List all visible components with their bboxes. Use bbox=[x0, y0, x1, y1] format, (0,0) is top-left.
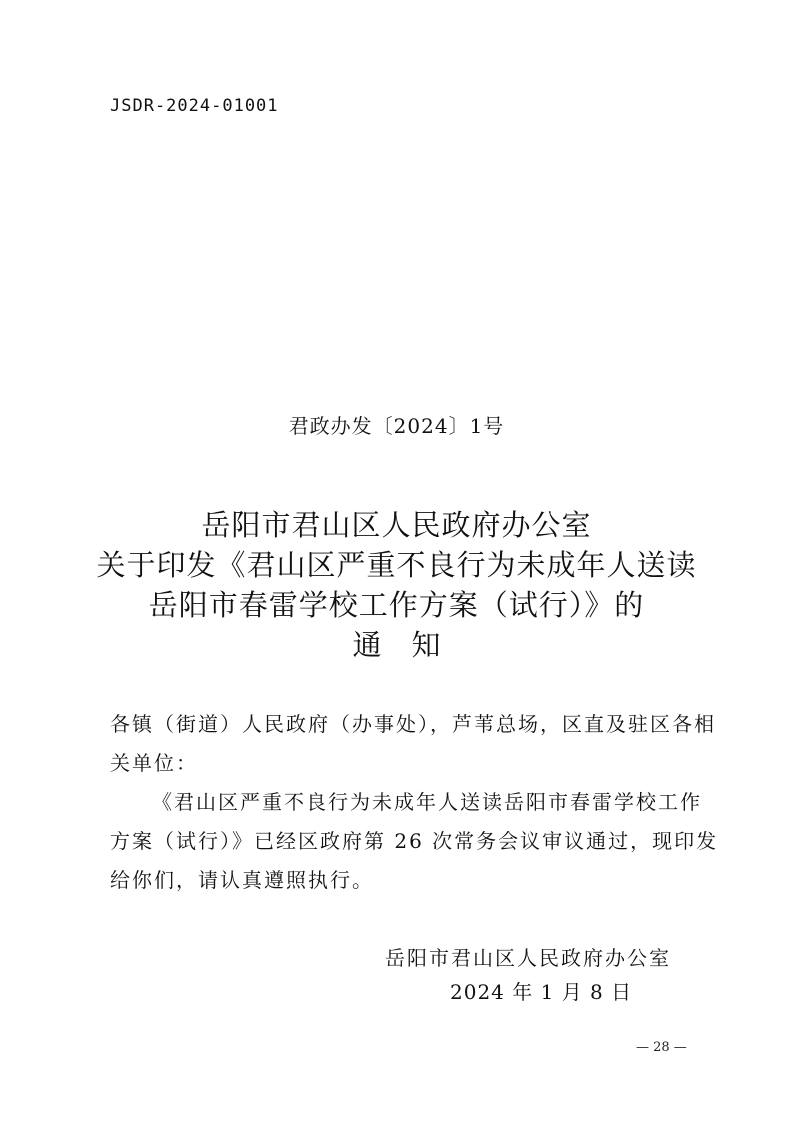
signature-organization: 岳阳市君山区人民政府办公室 bbox=[385, 946, 671, 970]
document-title bbox=[0, 505, 793, 665]
recipients-line-1: 各镇（街道）人民政府（办事处），芦苇总场，区直及驻区各相 bbox=[110, 712, 716, 736]
recipients bbox=[110, 705, 716, 783]
body-line-1: 《君山区严重不良行为未成年人送读岳阳市春雷学校工作 bbox=[152, 790, 702, 814]
page-number: — 28 — bbox=[636, 1040, 687, 1055]
title-line-3: 岳阳市春雷学校工作方案（试行）》的 bbox=[148, 588, 645, 622]
body-line-2: 方案（试行）》已经区政府第 26 次常务会议审议通过，现印发 bbox=[110, 829, 719, 853]
signature-date: 2024 年 1 月 8 日 bbox=[450, 980, 633, 1004]
body-line-3: 给你们，请认真遵照执行。 bbox=[110, 868, 374, 892]
document-code: JSDR-2024-01001 bbox=[110, 96, 279, 116]
title-line-2: 关于印发《君山区严重不良行为未成年人送读 bbox=[96, 548, 697, 582]
recipients-line-2: 关单位： bbox=[110, 751, 198, 775]
title-line-4: 通知 bbox=[352, 628, 471, 662]
body-paragraph bbox=[110, 783, 719, 900]
title-line-1: 岳阳市君山区人民政府办公室 bbox=[201, 508, 592, 542]
document-number: 君政办发〔2024〕1号 bbox=[288, 414, 505, 438]
